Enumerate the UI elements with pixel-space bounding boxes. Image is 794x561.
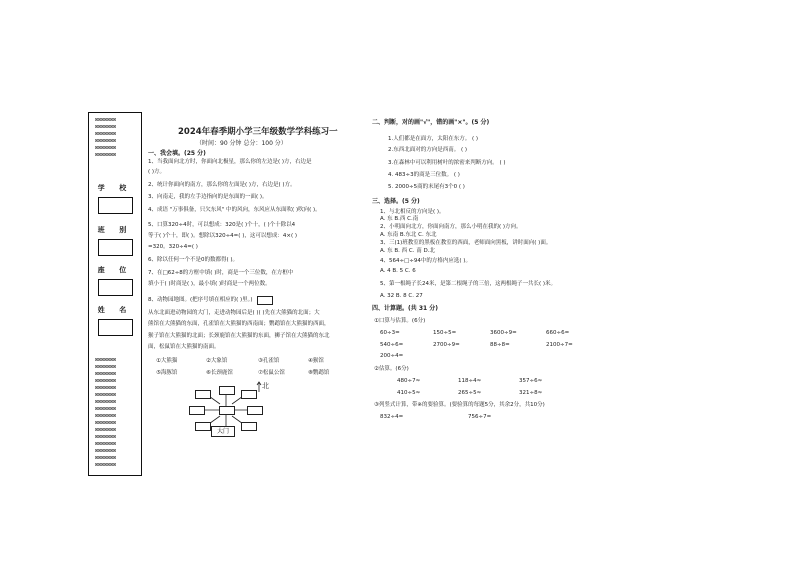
strip-pattern: ⊠⊠⊠⊠⊠⊠⊠	[95, 420, 117, 426]
question-line: 3、向南走，我的左手边指向的是东面的一面( )。	[148, 194, 268, 200]
map-cell-north[interactable]	[219, 386, 235, 395]
seat-field[interactable]	[98, 279, 133, 296]
calc-item: 150÷5=	[433, 330, 457, 336]
strip-pattern: ⊠⊠⊠⊠⊠⊠⊠	[95, 427, 117, 433]
strip-pattern: ⊠⊠⊠⊠⊠⊠⊠	[95, 406, 117, 412]
strip-pattern: ⊠⊠⊠⊠⊠⊠⊠	[95, 441, 117, 447]
strip-pattern: ⊠⊠⊠⊠⊠⊠⊠	[95, 117, 117, 123]
page-subtitle: （时间：90 分钟 总分：100 分）	[196, 140, 287, 147]
question-line: 等于( )个十，即( )。想除以320÷4=( )，这可以想成：4×( )	[148, 233, 297, 239]
north-label: 北	[262, 382, 269, 390]
strip-pattern: ⊠⊠⊠⊠⊠⊠⊠	[95, 138, 117, 144]
calc-subtitle: ②估算。(6分)	[374, 366, 409, 372]
map-cell-southwest[interactable]	[195, 422, 211, 431]
strip-pattern: ⊠⊠⊠⊠⊠⊠⊠	[95, 364, 117, 370]
page-title: 2024年春季期小学三年级数学学科练习一	[178, 127, 338, 137]
choice-item: 4、564÷□÷94中的方格内应选( )。	[380, 258, 471, 264]
zoo-option: ⑦松鼠公馆	[258, 370, 285, 376]
zoo-option: ⑤海豚馆	[156, 370, 178, 376]
question-line: 5、口算320÷4时，可以想成：320是( )个十，( )个十除以4	[148, 222, 296, 228]
vertical-calc-item: 832÷4=	[380, 414, 404, 420]
judge-item: 4. 483÷3的商是三位数。 ( )	[388, 172, 460, 178]
seat-label: 座 位	[97, 266, 133, 274]
question-line: 8、动物园地图。(把序号填在相应的( )里。)	[148, 297, 253, 303]
section-4-title: 四、计算题。(共 31 分)	[372, 305, 439, 312]
calc-subtitle: ①口算与估算。(6分)	[374, 318, 426, 324]
strip-pattern: ⊠⊠⊠⊠⊠⊠⊠	[95, 357, 117, 363]
question-line: =320。320÷4=( )	[148, 244, 198, 250]
strip-pattern: ⊠⊠⊠⊠⊠⊠⊠	[95, 131, 117, 137]
estimate-item: 118÷4≈	[458, 378, 482, 384]
choice-item: 5、第一根绳子长24米，是第二根绳子的三倍，这两根绳子一共长( )米。	[380, 281, 557, 287]
strip-pattern: ⊠⊠⊠⊠⊠⊠⊠	[95, 385, 117, 391]
map-gate: 大门	[211, 426, 235, 437]
calc-item: 3600÷9=	[490, 330, 517, 336]
estimate-item: 321÷8≈	[519, 390, 543, 396]
zoo-option: ⑧鹦鹉馆	[308, 370, 330, 376]
choice-options: A. 32 B. 8 C. 27	[380, 293, 423, 299]
map-cell-center[interactable]	[219, 406, 235, 415]
map-cell-northwest[interactable]	[195, 390, 211, 399]
calc-item: 200÷4=	[380, 353, 404, 359]
choice-item: 1、与北相反的方向是( )。	[380, 209, 445, 215]
map-cell-southeast[interactable]	[241, 422, 257, 431]
zoo-text-line: 猴子馆在大熊猫的北面；长颈鹿馆在大熊猫的东面，狮子馆在大熊猫的东北	[148, 333, 330, 339]
question-line: 6、除以任何一个不是0的数都得( )。	[148, 257, 239, 263]
judge-item: 3.在森林中可以利用树叶的浓密来判断方向。 ( )	[388, 160, 506, 166]
zoo-option: ③孔雀馆	[258, 358, 280, 364]
calc-subtitle: ③列竖式计算，带※的要验算。(要验算的每题5分，其余2分，共10分)	[374, 402, 545, 408]
zoo-option: ④猴馆	[308, 358, 324, 364]
zoo-option: ②大象馆	[206, 358, 228, 364]
judge-item: 5. 2000÷5商的末尾有3个0 ( )	[388, 184, 465, 190]
map-cell-east[interactable]	[247, 406, 263, 415]
strip-pattern: ⊠⊠⊠⊠⊠⊠⊠	[95, 378, 117, 384]
choice-options: A. 东南 B.东北 C. 东北	[380, 232, 437, 238]
zoo-text-line: 面，松鼠馆在大熊猫的南面。	[148, 344, 220, 350]
zoo-option: ⑥长颈鹿馆	[206, 370, 233, 376]
calc-item: 60÷3=	[380, 330, 400, 336]
choice-options: A. 4 B. 5 C. 6	[380, 268, 416, 274]
choice-options: A. 东 B.西 C.南	[380, 216, 419, 222]
section-1-title: 一、我会填。(25 分)	[148, 150, 206, 157]
zoo-option: ①大熊猫	[156, 358, 178, 364]
question-line: ( )方。	[148, 169, 166, 175]
zoo-text-line: 熊馆在大熊猫的东面，孔雀馆在大熊猫的西南面；鹦鹉馆在大熊猫的西面，	[148, 321, 330, 327]
estimate-item: 265÷5≈	[458, 390, 482, 396]
strip-pattern: ⊠⊠⊠⊠⊠⊠⊠	[95, 448, 117, 454]
question-line: 1、当我面向北方时，你面向北极星，那么你的左边是( )方，右边是	[148, 159, 312, 165]
vertical-calc-item: 756÷7=	[468, 414, 492, 420]
estimate-item: 357÷6≈	[519, 378, 543, 384]
strip-pattern: ⊠⊠⊠⊠⊠⊠⊠	[95, 371, 117, 377]
strip-pattern: ⊠⊠⊠⊠⊠⊠⊠	[95, 152, 117, 158]
choice-item: 2、小明面向北方，你面向南方，那么小明在我的( )方向。	[380, 224, 522, 230]
question-line: 4、成语 "万事俱备，只欠东风" 中的风向，东风应从东面吹( )吹向( )。	[148, 207, 321, 213]
calc-item: 540÷6=	[380, 342, 404, 348]
question-line: 7、在□62÷8的方框中填( )时，商是一个三位数，在方框中	[148, 270, 294, 276]
strip-pattern: ⊠⊠⊠⊠⊠⊠⊠	[95, 455, 117, 461]
north-arrow-icon	[256, 381, 262, 393]
school-label: 学 校	[97, 184, 133, 192]
question-line: 填小于( )时商是( )，最小填( )时商是一个两位数。	[148, 281, 271, 287]
map-cell-northeast[interactable]	[241, 390, 257, 399]
section-2-title: 二、判断，对的画"√"，错的画"×"。(5 分)	[372, 119, 490, 126]
strip-pattern: ⊠⊠⊠⊠⊠⊠⊠	[95, 399, 117, 405]
binding-strip	[88, 112, 142, 476]
choice-item: 3、三(1)班教室的黑板在教室的西面，老师面向黑板，讲时面向( )面。	[380, 240, 552, 246]
estimate-item: 410÷5≈	[397, 390, 421, 396]
class-label: 班 别	[97, 226, 133, 234]
name-label: 姓 名	[97, 306, 133, 314]
strip-pattern: ⊠⊠⊠⊠⊠⊠⊠	[95, 124, 117, 130]
judge-item: 2.东西北面对的方向是西南。 ( )	[388, 147, 468, 153]
choice-options: A. 东 B. 西 C. 南 D.北	[380, 248, 435, 254]
calc-item: 660÷6=	[546, 330, 570, 336]
answer-box[interactable]	[257, 296, 273, 305]
strip-pattern: ⊠⊠⊠⊠⊠⊠⊠	[95, 462, 117, 468]
judge-item: 1.人们都是在面方，太阳在东方。 ( )	[388, 136, 479, 142]
estimate-item: 480÷7≈	[397, 378, 421, 384]
class-field[interactable]	[98, 239, 133, 256]
calc-item: 2100÷7=	[546, 342, 573, 348]
name-field[interactable]	[98, 319, 133, 336]
map-cell-west[interactable]	[189, 406, 205, 415]
section-3-title: 三、选择。(5 分)	[372, 198, 420, 205]
calc-item: 88÷8=	[490, 342, 510, 348]
strip-pattern: ⊠⊠⊠⊠⊠⊠⊠	[95, 434, 117, 440]
strip-pattern: ⊠⊠⊠⊠⊠⊠⊠	[95, 392, 117, 398]
zoo-text-line: 从东北面进动物园的大门，走进动物园后是( )( )先在大熊猫的北面；大	[148, 310, 320, 316]
calc-item: 2700÷9=	[433, 342, 460, 348]
question-line: 2、统计你面向的南方，那么你的左面是( )方，右边是( )方。	[148, 182, 296, 188]
strip-pattern: ⊠⊠⊠⊠⊠⊠⊠	[95, 145, 117, 151]
strip-pattern: ⊠⊠⊠⊠⊠⊠⊠	[95, 413, 117, 419]
school-field[interactable]	[98, 197, 133, 214]
